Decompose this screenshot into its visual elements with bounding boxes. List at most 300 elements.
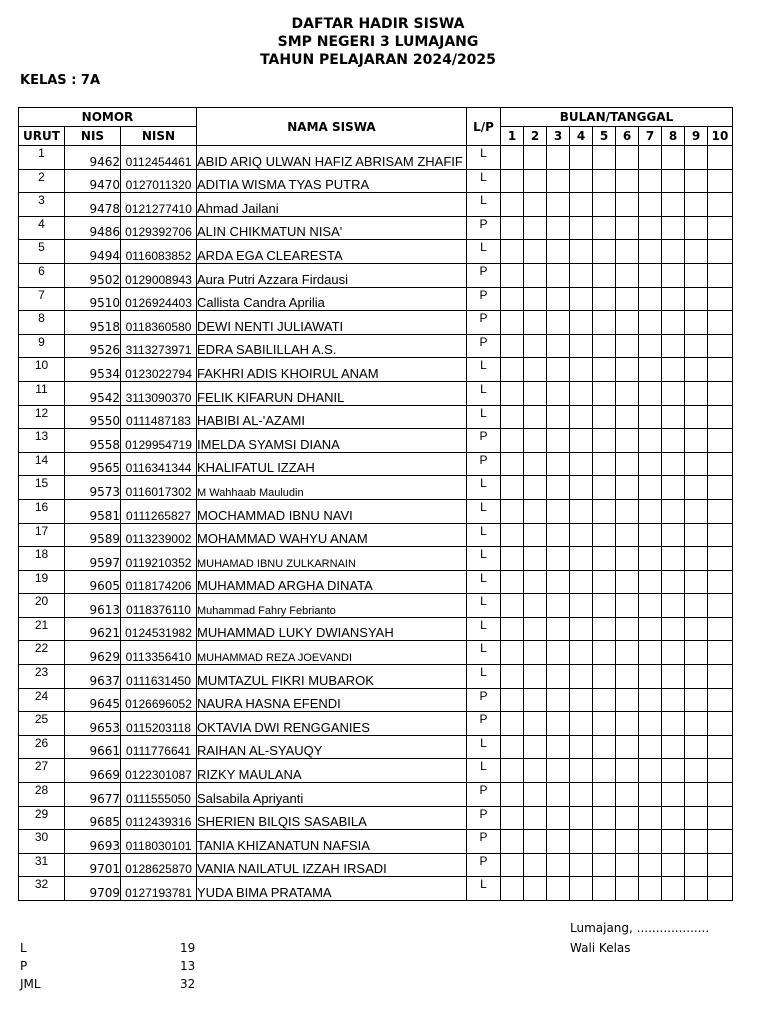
attendance-cell-day-8[interactable]	[662, 311, 685, 335]
attendance-cell-day-6[interactable]	[616, 146, 639, 170]
attendance-cell-day-8[interactable]	[662, 712, 685, 736]
attendance-cell-day-4[interactable]	[570, 452, 593, 476]
attendance-cell-day-6[interactable]	[616, 499, 639, 523]
attendance-cell-day-9[interactable]	[685, 806, 708, 830]
attendance-cell-day-10[interactable]	[708, 429, 733, 453]
attendance-cell-day-3[interactable]	[547, 783, 570, 807]
attendance-cell-day-3[interactable]	[547, 641, 570, 665]
attendance-cell-day-6[interactable]	[616, 523, 639, 547]
attendance-cell-day-4[interactable]	[570, 358, 593, 382]
attendance-cell-day-3[interactable]	[547, 617, 570, 641]
attendance-cell-day-3[interactable]	[547, 830, 570, 854]
attendance-cell-day-5[interactable]	[593, 665, 616, 689]
attendance-cell-day-2[interactable]	[524, 405, 547, 429]
attendance-cell-day-1[interactable]	[501, 759, 524, 783]
attendance-cell-day-7[interactable]	[639, 830, 662, 854]
attendance-cell-day-3[interactable]	[547, 358, 570, 382]
attendance-cell-day-8[interactable]	[662, 193, 685, 217]
attendance-cell-day-8[interactable]	[662, 146, 685, 170]
attendance-cell-day-8[interactable]	[662, 358, 685, 382]
attendance-cell-day-10[interactable]	[708, 688, 733, 712]
attendance-cell-day-3[interactable]	[547, 476, 570, 500]
attendance-cell-day-2[interactable]	[524, 641, 547, 665]
attendance-cell-day-8[interactable]	[662, 287, 685, 311]
attendance-cell-day-3[interactable]	[547, 193, 570, 217]
attendance-cell-day-10[interactable]	[708, 193, 733, 217]
attendance-cell-day-6[interactable]	[616, 358, 639, 382]
attendance-cell-day-10[interactable]	[708, 570, 733, 594]
attendance-cell-day-8[interactable]	[662, 216, 685, 240]
attendance-cell-day-4[interactable]	[570, 877, 593, 901]
attendance-cell-day-2[interactable]	[524, 712, 547, 736]
attendance-cell-day-10[interactable]	[708, 712, 733, 736]
attendance-cell-day-7[interactable]	[639, 476, 662, 500]
attendance-cell-day-9[interactable]	[685, 311, 708, 335]
attendance-cell-day-4[interactable]	[570, 263, 593, 287]
attendance-cell-day-4[interactable]	[570, 146, 593, 170]
attendance-cell-day-7[interactable]	[639, 240, 662, 264]
attendance-cell-day-4[interactable]	[570, 806, 593, 830]
attendance-cell-day-5[interactable]	[593, 287, 616, 311]
attendance-cell-day-9[interactable]	[685, 146, 708, 170]
attendance-cell-day-6[interactable]	[616, 452, 639, 476]
attendance-cell-day-6[interactable]	[616, 570, 639, 594]
attendance-cell-day-3[interactable]	[547, 877, 570, 901]
attendance-cell-day-9[interactable]	[685, 334, 708, 358]
attendance-cell-day-5[interactable]	[593, 617, 616, 641]
attendance-cell-day-9[interactable]	[685, 759, 708, 783]
attendance-cell-day-1[interactable]	[501, 712, 524, 736]
attendance-cell-day-5[interactable]	[593, 547, 616, 571]
attendance-cell-day-10[interactable]	[708, 381, 733, 405]
attendance-cell-day-4[interactable]	[570, 334, 593, 358]
attendance-cell-day-3[interactable]	[547, 499, 570, 523]
attendance-cell-day-6[interactable]	[616, 617, 639, 641]
attendance-cell-day-4[interactable]	[570, 499, 593, 523]
attendance-cell-day-10[interactable]	[708, 263, 733, 287]
attendance-cell-day-1[interactable]	[501, 617, 524, 641]
attendance-cell-day-6[interactable]	[616, 688, 639, 712]
attendance-cell-day-9[interactable]	[685, 263, 708, 287]
attendance-cell-day-3[interactable]	[547, 853, 570, 877]
attendance-cell-day-6[interactable]	[616, 476, 639, 500]
attendance-cell-day-7[interactable]	[639, 570, 662, 594]
attendance-cell-day-3[interactable]	[547, 759, 570, 783]
attendance-cell-day-2[interactable]	[524, 806, 547, 830]
attendance-cell-day-5[interactable]	[593, 452, 616, 476]
attendance-cell-day-7[interactable]	[639, 429, 662, 453]
attendance-cell-day-10[interactable]	[708, 334, 733, 358]
attendance-cell-day-1[interactable]	[501, 570, 524, 594]
attendance-cell-day-8[interactable]	[662, 334, 685, 358]
attendance-cell-day-5[interactable]	[593, 594, 616, 618]
attendance-cell-day-9[interactable]	[685, 287, 708, 311]
attendance-cell-day-6[interactable]	[616, 830, 639, 854]
attendance-cell-day-8[interactable]	[662, 806, 685, 830]
attendance-cell-day-5[interactable]	[593, 476, 616, 500]
attendance-cell-day-5[interactable]	[593, 499, 616, 523]
attendance-cell-day-6[interactable]	[616, 334, 639, 358]
attendance-cell-day-6[interactable]	[616, 712, 639, 736]
attendance-cell-day-4[interactable]	[570, 665, 593, 689]
attendance-cell-day-3[interactable]	[547, 263, 570, 287]
attendance-cell-day-8[interactable]	[662, 759, 685, 783]
attendance-cell-day-7[interactable]	[639, 334, 662, 358]
attendance-cell-day-7[interactable]	[639, 263, 662, 287]
attendance-cell-day-2[interactable]	[524, 429, 547, 453]
attendance-cell-day-10[interactable]	[708, 240, 733, 264]
attendance-cell-day-2[interactable]	[524, 853, 547, 877]
attendance-cell-day-5[interactable]	[593, 877, 616, 901]
attendance-cell-day-2[interactable]	[524, 263, 547, 287]
attendance-cell-day-7[interactable]	[639, 405, 662, 429]
attendance-cell-day-6[interactable]	[616, 665, 639, 689]
attendance-cell-day-4[interactable]	[570, 405, 593, 429]
attendance-cell-day-6[interactable]	[616, 877, 639, 901]
attendance-cell-day-9[interactable]	[685, 853, 708, 877]
attendance-cell-day-1[interactable]	[501, 334, 524, 358]
attendance-cell-day-4[interactable]	[570, 429, 593, 453]
attendance-cell-day-9[interactable]	[685, 216, 708, 240]
attendance-cell-day-9[interactable]	[685, 594, 708, 618]
attendance-cell-day-5[interactable]	[593, 263, 616, 287]
attendance-cell-day-5[interactable]	[593, 783, 616, 807]
attendance-cell-day-3[interactable]	[547, 547, 570, 571]
attendance-cell-day-8[interactable]	[662, 617, 685, 641]
attendance-cell-day-1[interactable]	[501, 263, 524, 287]
attendance-cell-day-2[interactable]	[524, 665, 547, 689]
attendance-cell-day-4[interactable]	[570, 311, 593, 335]
attendance-cell-day-2[interactable]	[524, 311, 547, 335]
attendance-cell-day-8[interactable]	[662, 665, 685, 689]
attendance-cell-day-10[interactable]	[708, 476, 733, 500]
attendance-cell-day-7[interactable]	[639, 641, 662, 665]
attendance-cell-day-2[interactable]	[524, 735, 547, 759]
attendance-cell-day-3[interactable]	[547, 405, 570, 429]
attendance-cell-day-1[interactable]	[501, 594, 524, 618]
attendance-cell-day-10[interactable]	[708, 641, 733, 665]
attendance-cell-day-5[interactable]	[593, 381, 616, 405]
attendance-cell-day-10[interactable]	[708, 523, 733, 547]
attendance-cell-day-6[interactable]	[616, 641, 639, 665]
attendance-cell-day-2[interactable]	[524, 452, 547, 476]
attendance-cell-day-7[interactable]	[639, 311, 662, 335]
attendance-cell-day-1[interactable]	[501, 405, 524, 429]
attendance-cell-day-2[interactable]	[524, 547, 547, 571]
attendance-cell-day-6[interactable]	[616, 193, 639, 217]
attendance-cell-day-7[interactable]	[639, 735, 662, 759]
attendance-cell-day-8[interactable]	[662, 735, 685, 759]
attendance-cell-day-6[interactable]	[616, 240, 639, 264]
attendance-cell-day-4[interactable]	[570, 570, 593, 594]
attendance-cell-day-8[interactable]	[662, 641, 685, 665]
attendance-cell-day-9[interactable]	[685, 712, 708, 736]
attendance-cell-day-1[interactable]	[501, 358, 524, 382]
attendance-cell-day-10[interactable]	[708, 452, 733, 476]
attendance-cell-day-5[interactable]	[593, 712, 616, 736]
attendance-cell-day-1[interactable]	[501, 452, 524, 476]
attendance-cell-day-9[interactable]	[685, 476, 708, 500]
attendance-cell-day-6[interactable]	[616, 429, 639, 453]
attendance-cell-day-7[interactable]	[639, 712, 662, 736]
attendance-cell-day-5[interactable]	[593, 806, 616, 830]
attendance-cell-day-7[interactable]	[639, 523, 662, 547]
attendance-cell-day-1[interactable]	[501, 665, 524, 689]
attendance-cell-day-8[interactable]	[662, 429, 685, 453]
attendance-cell-day-1[interactable]	[501, 735, 524, 759]
attendance-cell-day-9[interactable]	[685, 429, 708, 453]
attendance-cell-day-1[interactable]	[501, 240, 524, 264]
attendance-cell-day-10[interactable]	[708, 665, 733, 689]
attendance-cell-day-9[interactable]	[685, 783, 708, 807]
attendance-cell-day-3[interactable]	[547, 216, 570, 240]
attendance-cell-day-10[interactable]	[708, 287, 733, 311]
attendance-cell-day-2[interactable]	[524, 193, 547, 217]
attendance-cell-day-1[interactable]	[501, 523, 524, 547]
attendance-cell-day-7[interactable]	[639, 287, 662, 311]
attendance-cell-day-3[interactable]	[547, 429, 570, 453]
attendance-cell-day-9[interactable]	[685, 499, 708, 523]
attendance-cell-day-8[interactable]	[662, 452, 685, 476]
attendance-cell-day-4[interactable]	[570, 169, 593, 193]
attendance-cell-day-3[interactable]	[547, 735, 570, 759]
attendance-cell-day-7[interactable]	[639, 452, 662, 476]
attendance-cell-day-6[interactable]	[616, 169, 639, 193]
attendance-cell-day-9[interactable]	[685, 452, 708, 476]
attendance-cell-day-3[interactable]	[547, 523, 570, 547]
attendance-cell-day-1[interactable]	[501, 688, 524, 712]
attendance-cell-day-8[interactable]	[662, 570, 685, 594]
attendance-cell-day-8[interactable]	[662, 476, 685, 500]
attendance-cell-day-2[interactable]	[524, 334, 547, 358]
attendance-cell-day-4[interactable]	[570, 476, 593, 500]
attendance-cell-day-5[interactable]	[593, 146, 616, 170]
attendance-cell-day-5[interactable]	[593, 830, 616, 854]
attendance-cell-day-4[interactable]	[570, 594, 593, 618]
attendance-cell-day-7[interactable]	[639, 783, 662, 807]
attendance-cell-day-8[interactable]	[662, 263, 685, 287]
attendance-cell-day-10[interactable]	[708, 783, 733, 807]
attendance-cell-day-4[interactable]	[570, 193, 593, 217]
attendance-cell-day-9[interactable]	[685, 169, 708, 193]
attendance-cell-day-3[interactable]	[547, 311, 570, 335]
attendance-cell-day-1[interactable]	[501, 853, 524, 877]
attendance-cell-day-2[interactable]	[524, 830, 547, 854]
attendance-cell-day-2[interactable]	[524, 216, 547, 240]
attendance-cell-day-7[interactable]	[639, 499, 662, 523]
attendance-cell-day-8[interactable]	[662, 853, 685, 877]
attendance-cell-day-1[interactable]	[501, 169, 524, 193]
attendance-cell-day-2[interactable]	[524, 240, 547, 264]
attendance-cell-day-2[interactable]	[524, 381, 547, 405]
attendance-cell-day-7[interactable]	[639, 169, 662, 193]
attendance-cell-day-1[interactable]	[501, 193, 524, 217]
attendance-cell-day-10[interactable]	[708, 806, 733, 830]
attendance-cell-day-7[interactable]	[639, 688, 662, 712]
attendance-cell-day-9[interactable]	[685, 381, 708, 405]
attendance-cell-day-3[interactable]	[547, 381, 570, 405]
attendance-cell-day-8[interactable]	[662, 499, 685, 523]
attendance-cell-day-5[interactable]	[593, 193, 616, 217]
attendance-cell-day-7[interactable]	[639, 216, 662, 240]
attendance-cell-day-7[interactable]	[639, 617, 662, 641]
attendance-cell-day-2[interactable]	[524, 169, 547, 193]
attendance-cell-day-2[interactable]	[524, 358, 547, 382]
attendance-cell-day-3[interactable]	[547, 594, 570, 618]
attendance-cell-day-4[interactable]	[570, 783, 593, 807]
attendance-cell-day-10[interactable]	[708, 877, 733, 901]
attendance-cell-day-10[interactable]	[708, 547, 733, 571]
attendance-cell-day-5[interactable]	[593, 358, 616, 382]
attendance-cell-day-5[interactable]	[593, 641, 616, 665]
attendance-cell-day-4[interactable]	[570, 759, 593, 783]
attendance-cell-day-3[interactable]	[547, 570, 570, 594]
attendance-cell-day-1[interactable]	[501, 499, 524, 523]
attendance-cell-day-10[interactable]	[708, 169, 733, 193]
attendance-cell-day-3[interactable]	[547, 146, 570, 170]
attendance-cell-day-4[interactable]	[570, 240, 593, 264]
attendance-cell-day-10[interactable]	[708, 830, 733, 854]
attendance-cell-day-9[interactable]	[685, 617, 708, 641]
attendance-cell-day-9[interactable]	[685, 570, 708, 594]
attendance-cell-day-6[interactable]	[616, 547, 639, 571]
attendance-cell-day-3[interactable]	[547, 240, 570, 264]
attendance-cell-day-4[interactable]	[570, 688, 593, 712]
attendance-cell-day-1[interactable]	[501, 783, 524, 807]
attendance-cell-day-1[interactable]	[501, 806, 524, 830]
attendance-cell-day-6[interactable]	[616, 311, 639, 335]
attendance-cell-day-3[interactable]	[547, 665, 570, 689]
attendance-cell-day-4[interactable]	[570, 853, 593, 877]
attendance-cell-day-2[interactable]	[524, 759, 547, 783]
attendance-cell-day-9[interactable]	[685, 665, 708, 689]
attendance-cell-day-3[interactable]	[547, 806, 570, 830]
attendance-cell-day-2[interactable]	[524, 499, 547, 523]
attendance-cell-day-2[interactable]	[524, 570, 547, 594]
attendance-cell-day-8[interactable]	[662, 688, 685, 712]
attendance-cell-day-6[interactable]	[616, 759, 639, 783]
attendance-cell-day-8[interactable]	[662, 405, 685, 429]
attendance-cell-day-4[interactable]	[570, 641, 593, 665]
attendance-cell-day-8[interactable]	[662, 169, 685, 193]
attendance-cell-day-1[interactable]	[501, 830, 524, 854]
attendance-cell-day-3[interactable]	[547, 334, 570, 358]
attendance-cell-day-2[interactable]	[524, 617, 547, 641]
attendance-cell-day-8[interactable]	[662, 547, 685, 571]
attendance-cell-day-7[interactable]	[639, 358, 662, 382]
attendance-cell-day-5[interactable]	[593, 311, 616, 335]
attendance-cell-day-9[interactable]	[685, 877, 708, 901]
attendance-cell-day-9[interactable]	[685, 547, 708, 571]
attendance-cell-day-1[interactable]	[501, 476, 524, 500]
attendance-cell-day-1[interactable]	[501, 547, 524, 571]
attendance-cell-day-5[interactable]	[593, 429, 616, 453]
attendance-cell-day-4[interactable]	[570, 381, 593, 405]
attendance-cell-day-10[interactable]	[708, 358, 733, 382]
attendance-cell-day-10[interactable]	[708, 853, 733, 877]
attendance-cell-day-3[interactable]	[547, 169, 570, 193]
attendance-cell-day-5[interactable]	[593, 405, 616, 429]
attendance-cell-day-7[interactable]	[639, 547, 662, 571]
attendance-cell-day-7[interactable]	[639, 594, 662, 618]
attendance-cell-day-9[interactable]	[685, 240, 708, 264]
attendance-cell-day-7[interactable]	[639, 193, 662, 217]
attendance-cell-day-9[interactable]	[685, 830, 708, 854]
attendance-cell-day-10[interactable]	[708, 216, 733, 240]
attendance-cell-day-5[interactable]	[593, 334, 616, 358]
attendance-cell-day-10[interactable]	[708, 146, 733, 170]
attendance-cell-day-5[interactable]	[593, 523, 616, 547]
attendance-cell-day-7[interactable]	[639, 853, 662, 877]
attendance-cell-day-4[interactable]	[570, 712, 593, 736]
attendance-cell-day-2[interactable]	[524, 287, 547, 311]
attendance-cell-day-1[interactable]	[501, 641, 524, 665]
attendance-cell-day-5[interactable]	[593, 688, 616, 712]
attendance-cell-day-7[interactable]	[639, 381, 662, 405]
attendance-cell-day-2[interactable]	[524, 594, 547, 618]
attendance-cell-day-8[interactable]	[662, 381, 685, 405]
attendance-cell-day-10[interactable]	[708, 311, 733, 335]
attendance-cell-day-5[interactable]	[593, 759, 616, 783]
attendance-cell-day-5[interactable]	[593, 169, 616, 193]
attendance-cell-day-1[interactable]	[501, 311, 524, 335]
attendance-cell-day-6[interactable]	[616, 287, 639, 311]
attendance-cell-day-6[interactable]	[616, 806, 639, 830]
attendance-cell-day-2[interactable]	[524, 146, 547, 170]
attendance-cell-day-1[interactable]	[501, 429, 524, 453]
attendance-cell-day-10[interactable]	[708, 499, 733, 523]
attendance-cell-day-7[interactable]	[639, 146, 662, 170]
attendance-cell-day-6[interactable]	[616, 381, 639, 405]
attendance-cell-day-6[interactable]	[616, 783, 639, 807]
attendance-cell-day-8[interactable]	[662, 240, 685, 264]
attendance-cell-day-9[interactable]	[685, 193, 708, 217]
attendance-cell-day-4[interactable]	[570, 287, 593, 311]
attendance-cell-day-9[interactable]	[685, 688, 708, 712]
attendance-cell-day-5[interactable]	[593, 570, 616, 594]
attendance-cell-day-5[interactable]	[593, 240, 616, 264]
attendance-cell-day-1[interactable]	[501, 287, 524, 311]
attendance-cell-day-2[interactable]	[524, 688, 547, 712]
attendance-cell-day-9[interactable]	[685, 405, 708, 429]
attendance-cell-day-2[interactable]	[524, 877, 547, 901]
attendance-cell-day-3[interactable]	[547, 688, 570, 712]
attendance-cell-day-9[interactable]	[685, 523, 708, 547]
attendance-cell-day-6[interactable]	[616, 594, 639, 618]
attendance-cell-day-10[interactable]	[708, 594, 733, 618]
attendance-cell-day-4[interactable]	[570, 216, 593, 240]
attendance-cell-day-4[interactable]	[570, 523, 593, 547]
attendance-cell-day-5[interactable]	[593, 853, 616, 877]
attendance-cell-day-4[interactable]	[570, 547, 593, 571]
attendance-cell-day-2[interactable]	[524, 476, 547, 500]
attendance-cell-day-5[interactable]	[593, 216, 616, 240]
attendance-cell-day-10[interactable]	[708, 405, 733, 429]
attendance-cell-day-6[interactable]	[616, 853, 639, 877]
attendance-cell-day-6[interactable]	[616, 263, 639, 287]
attendance-cell-day-8[interactable]	[662, 594, 685, 618]
attendance-cell-day-6[interactable]	[616, 405, 639, 429]
attendance-cell-day-8[interactable]	[662, 783, 685, 807]
attendance-cell-day-1[interactable]	[501, 877, 524, 901]
attendance-cell-day-3[interactable]	[547, 287, 570, 311]
attendance-cell-day-9[interactable]	[685, 358, 708, 382]
attendance-cell-day-7[interactable]	[639, 759, 662, 783]
attendance-cell-day-9[interactable]	[685, 735, 708, 759]
attendance-cell-day-5[interactable]	[593, 735, 616, 759]
attendance-cell-day-4[interactable]	[570, 735, 593, 759]
attendance-cell-day-1[interactable]	[501, 381, 524, 405]
